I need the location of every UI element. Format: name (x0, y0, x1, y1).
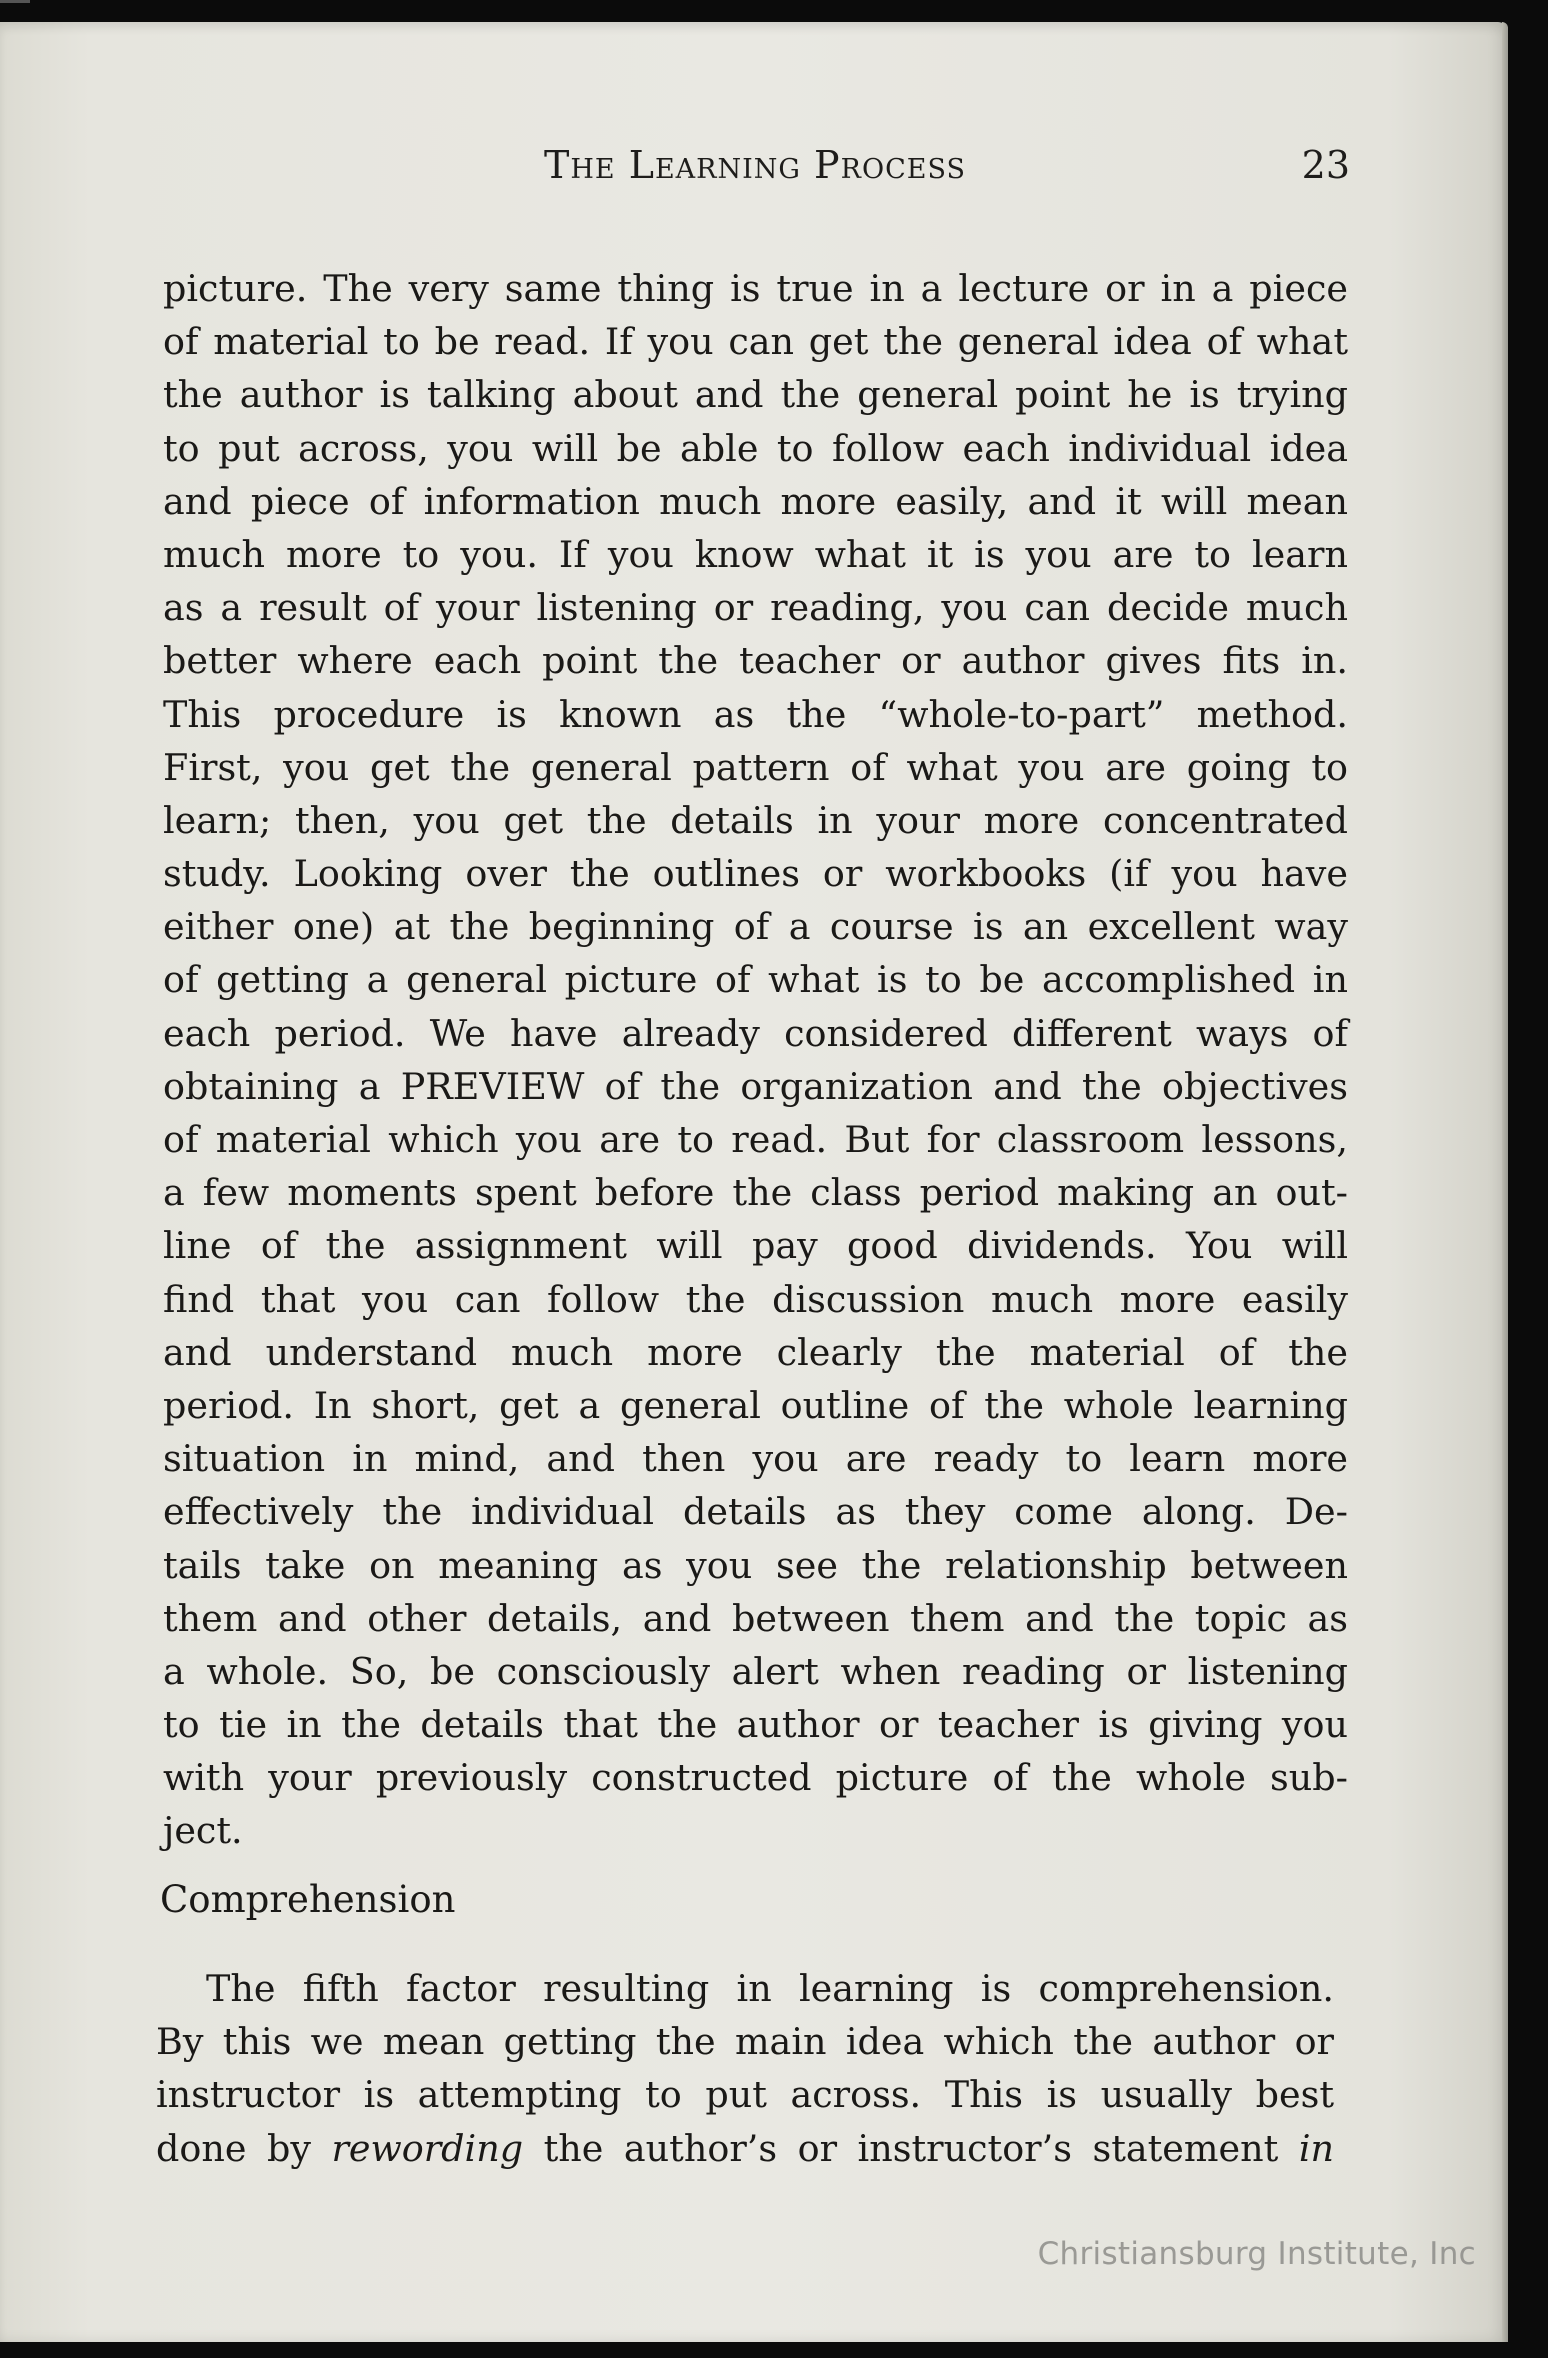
emphasis-rewording: rewording (331, 2126, 524, 2170)
text-line: The fifth factor resulting in learning is comprehension. (206, 1967, 1334, 2010)
text-line: of material which you are to read. But for classroom lessons, (163, 1118, 1348, 1161)
text-line: the author is talking about and the general point he is trying (163, 373, 1348, 417)
text-line: By this we mean getting the main idea which the author or (156, 2020, 1334, 2064)
text-line: obtaining a PREVIEW of the organization and the objectives (163, 1064, 1348, 1108)
text-line: them and other details, and between them and the topic as (163, 1596, 1348, 1640)
text-line: study. Looking over the outlines or workbooks (if you have (163, 852, 1348, 896)
text-line: and piece of information much more easily, and it will mean (163, 479, 1348, 523)
text-line: effectively the individual details as they come along. De- (163, 1490, 1348, 1534)
text-line: and understand much more clearly the material of the (163, 1330, 1348, 1374)
text-line: period. In short, get a general outline of the whole learning (163, 1383, 1348, 1427)
text-line: This procedure is known as the “whole-to-part” method. (163, 692, 1348, 736)
body-text (163, 262, 1348, 1858)
section-body-text (156, 1962, 1334, 2175)
text-line: tails take on meaning as you see the relationship between (163, 1543, 1348, 1587)
emphasis-in: in (1298, 2126, 1334, 2170)
text-line: line of the assignment will pay good dividends. You will (163, 1224, 1348, 1268)
page-header (160, 143, 1350, 203)
text-line: to tie in the details that the author or teacher is giving you (163, 1703, 1348, 1747)
text-line: to put across, you will be able to follow each individual idea (163, 426, 1348, 470)
text-line: learn; then, you get the details in your more concentrated (163, 798, 1348, 842)
text-line: instructor is attempting to put across. This is usually best (156, 2073, 1334, 2117)
text-line: picture. The very same thing is true in a lecture or in a piece (163, 267, 1348, 310)
text-line: First, you get the general pattern of what you are going to (163, 745, 1348, 789)
text-line: either one) at the beginning of a course is an excellent way (163, 905, 1348, 949)
final-line-mid: the author’s or instructor’s statement (523, 2126, 1299, 2170)
text-line: ject. (163, 1809, 243, 1853)
text-line-final (156, 2122, 1334, 2175)
text-line: much more to you. If you know what it is you are to learn (163, 532, 1348, 576)
corner-scuff (0, 0, 30, 3)
text-line: of getting a general picture of what is to be accomplished in (163, 958, 1348, 1002)
text-line: a whole. So, be consciously alert when reading or listening (163, 1649, 1348, 1693)
text-line: as a result of your listening or reading, you can decide much (163, 586, 1348, 630)
page-number: 23 (1301, 143, 1350, 187)
text-line: situation in mind, and then you are ready to learn more (163, 1437, 1348, 1481)
text-line: find that you can follow the discussion much more easily (163, 1277, 1348, 1321)
running-head: The Learning Process (544, 143, 966, 187)
final-line-pre: done by (156, 2126, 332, 2170)
text-line: each period. We have already considered different ways of (163, 1011, 1348, 1055)
watermark: Christiansburg Institute, Inc (1037, 2236, 1476, 2272)
text-line: better where each point the teacher or author gives fits in. (163, 639, 1348, 683)
text-line: with your previously constructed picture of the whole sub- (163, 1756, 1348, 1800)
text-line: of material to be read. If you can get the general idea of what (163, 320, 1348, 364)
page-edge (1502, 22, 1508, 2342)
section-heading: Comprehension (160, 1878, 456, 1921)
text-line: a few moments spent before the class period making an out- (163, 1171, 1348, 1215)
